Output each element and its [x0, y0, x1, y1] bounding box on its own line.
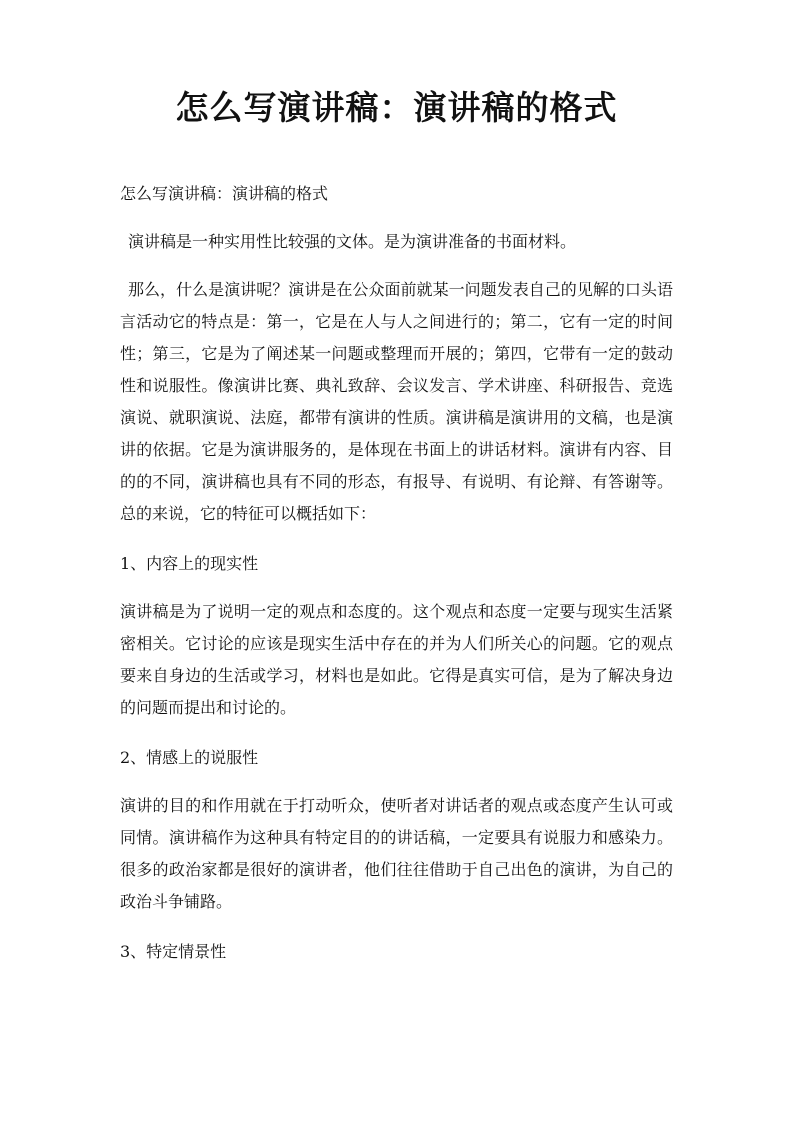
section-heading-2: 2、情感上的说服性: [120, 748, 259, 767]
section-heading-3: 3、特定情景性: [120, 942, 227, 961]
section-body-1: 演讲稿是为了说明一定的观点和态度的。这个观点和态度一定要与现实生活紧密相关。它讨论的应该是现实生活中存在的并为人们所关心的问题。它的观点要来自身边的生活或学习，材料也是如此。它得是真实可信，是为了解决身边的问题而提出和讨论的。: [120, 602, 673, 717]
section-heading-1: 1、内容上的现实性: [120, 554, 259, 573]
definition-paragraph: 那么，什么是演讲呢？演讲是在公众面前就某一问题发表自己的见解的口头语言活动它的特点是：第一，它是在人与人之间进行的；第二，它有一定的时间性；第三，它是为了阐述某一问题或整理而开展的；第四，它带有一定的鼓动性和说服性。像演讲比赛、典礼致辞、会议发言、学术讲座、科研报告、竞选演说、就职演说、法庭，都带有演讲的性质。演讲稿是演讲用的文稿，也是演讲的依据。它是为演讲服务的，是体现在书面上的讲话材料。演讲有内容、目的的不同，演讲稿也具有不同的形态，有报导、有说明、有论辩、有答谢等。总的来说，它的特征可以概括如下：: [120, 280, 673, 523]
document-title: 怎么写演讲稿：演讲稿的格式: [175, 88, 618, 127]
document-subtitle: 怎么写演讲稿：演讲稿的格式: [120, 184, 329, 203]
intro-paragraph: 演讲稿是一种实用性比较强的文体。是为演讲准备的书面材料。: [128, 232, 577, 251]
section-body-2: 演讲的目的和作用就在于打动听众，使听者对讲话者的观点或态度产生认可或同情。演讲稿作为这种具有特定目的的讲话稿，一定要具有说服力和感染力。很多的政治家都是很好的演讲者，他们往往借助于自己出色的演讲，为自己的政治斗争铺路。: [120, 796, 673, 911]
